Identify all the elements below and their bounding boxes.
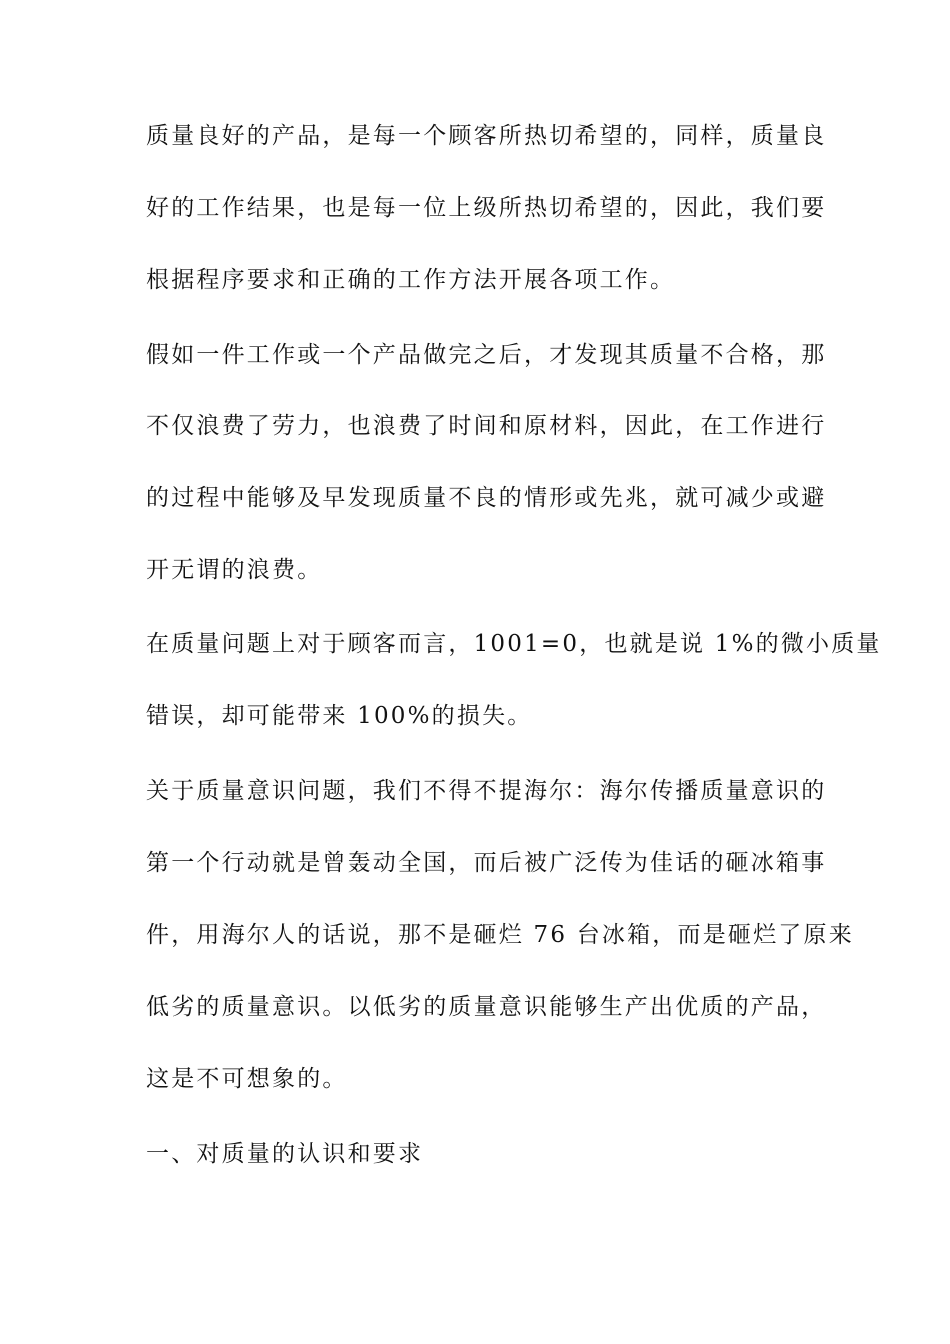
- text-line: 在质量问题上对于顾客而言，1001=0，也就是说 1%的微小质量: [146, 631, 882, 657]
- text-line: 好的工作结果，也是每一位上级所热切希望的，因此，我们要: [146, 195, 827, 221]
- document-body: [146, 118, 882, 1173]
- text-line: 根据程序要求和正确的工作方法开展各项工作。: [146, 267, 676, 293]
- text-line: 假如一件工作或一个产品做完之后，才发现其质量不合格，那: [146, 342, 827, 368]
- text-line: 第一个行动就是曾轰动全国，而后被广泛传为佳话的砸冰箱事: [146, 850, 827, 876]
- text-line: 错误，却可能带来 100%的损失。: [146, 703, 533, 729]
- text-line: 这是不可想象的。: [146, 1066, 348, 1092]
- text-line: 的过程中能够及早发现质量不良的情形或先兆，就可减少或避: [146, 485, 827, 511]
- text-line: 关于质量意识问题，我们不得不提海尔：海尔传播质量意识的: [146, 778, 827, 804]
- text-line: 开无谓的浪费。: [146, 557, 323, 583]
- text-line: 件，用海尔人的话说，那不是砸烂 76 台冰箱，而是砸烂了原来: [146, 922, 854, 948]
- text-line: 质量良好的产品，是每一个顾客所热切希望的，同样，质量良: [146, 123, 827, 149]
- section-heading: 一、对质量的认识和要求: [146, 1141, 424, 1167]
- text-line: 低劣的质量意识。以低劣的质量意识能够生产出优质的产品，: [146, 994, 827, 1020]
- text-line: 不仅浪费了劳力，也浪费了时间和原材料，因此，在工作进行: [146, 413, 827, 439]
